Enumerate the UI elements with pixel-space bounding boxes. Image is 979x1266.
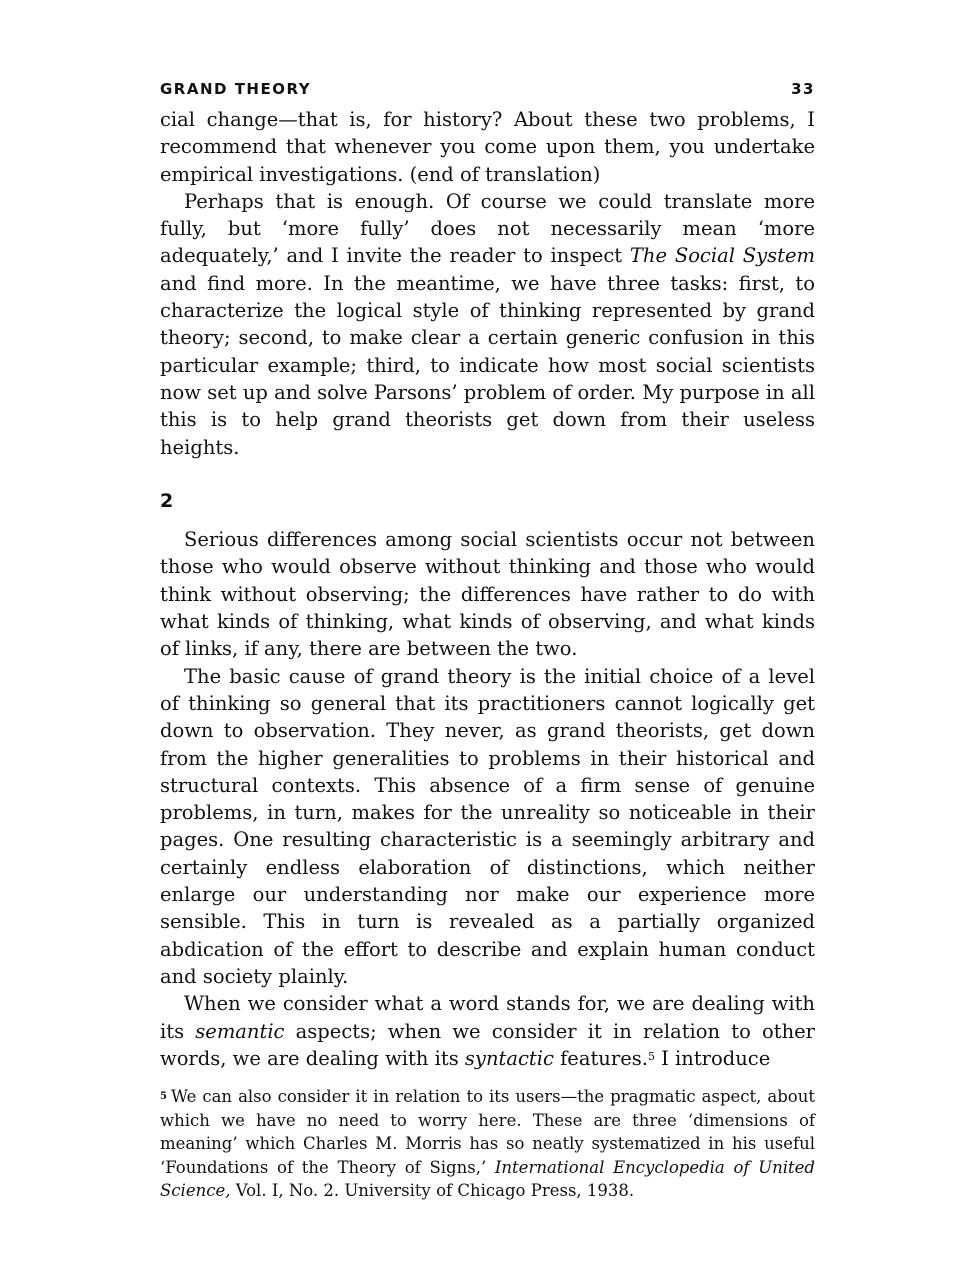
footnote-text: Vol. I, No. 2. University of Chicago Press, 1938. — [230, 1181, 635, 1201]
running-head-title: GRAND THEORY — [160, 80, 312, 98]
italic-term: syntactic — [464, 1046, 554, 1070]
paragraph-text: and find more. In the meantime, we have three tasks: first, to characterize the logical style of thinking represented by grand theory; second, to make clear a certain generic confusion in this particular example; third, to indicate how most social scientists now set up and solve Parsons’ problem of order. My purpose in all this is to help grand theorists get down from their useless heights. — [160, 271, 815, 459]
paragraph-text: aspects; when we consider it in relation to other words, we are dealing with its — [160, 1019, 816, 1070]
italic-term: semantic — [195, 1019, 285, 1043]
paragraph-text: I introduce — [654, 1046, 771, 1070]
footnote-italic-title: International Encyclopedia of United Science, — [160, 1157, 815, 1201]
book-page — [160, 80, 815, 1203]
footnote-marker: 5 — [160, 1091, 167, 1103]
book-title-italic: The Social System — [629, 244, 816, 268]
semantic-paragraph — [160, 990, 815, 1072]
continued-paragraph: cial change—that is, for history? About these two problems, I recommend that whenever you come upon them, you undertake empirical investigations. (end of translation) — [160, 108, 815, 186]
paragraph-text: When we consider what a word stands for, we are dealing with its — [160, 992, 815, 1043]
footnote-reference[interactable]: 5 — [647, 1049, 655, 1063]
running-head — [160, 80, 815, 98]
footnotes — [160, 1085, 815, 1203]
section-paragraph: The basic cause of grand theory is the initial choice of a level of thinking so general that its practitioners cannot logically get down to observation. They never, as grand theorists, get down from the higher generalities to problems in their historical and structural contexts. This absence of a firm sense of genuine problems, in turn, makes for the unreality so noticeable in their pages. One resulting characteristic is a seemingly arbitrary and certainly endless elaboration of distinctions, which neither enlarge our understanding nor make our experience more sensible. This in turn is revealed as a partially organized abdication of the effort to describe and explain human conduct and society plainly. — [160, 664, 815, 988]
section-paragraph: Serious differences among social scientists occur not between those who would observe without thinking and those who would think without observing; the differences have rather to do with what kinds of thinking, what kinds of observing, and what kinds of links, if any, there are between the two. — [160, 528, 815, 661]
body-text — [160, 106, 815, 1072]
paragraph-text: features. — [553, 1046, 648, 1070]
paragraph-text: Perhaps that is enough. Of course we could translate more fully, but ‘more fully’ does not necessarily mean ‘more adequately,’ and I invite the reader to inspect — [160, 189, 815, 268]
page-number: 33 — [791, 80, 815, 98]
footnote-text: We can also consider it in relation to its users—the pragmatic aspect, about which we have no need to worry here. These are three ‘dimensions of meaning’ which Charles M. Morris has so neatly systematized in his useful ‘Foundations of the Theory of Signs,’ — [160, 1087, 815, 1177]
section-number: 2 — [160, 489, 174, 512]
footnote — [160, 1085, 815, 1203]
paragraph-tasks — [160, 188, 815, 461]
